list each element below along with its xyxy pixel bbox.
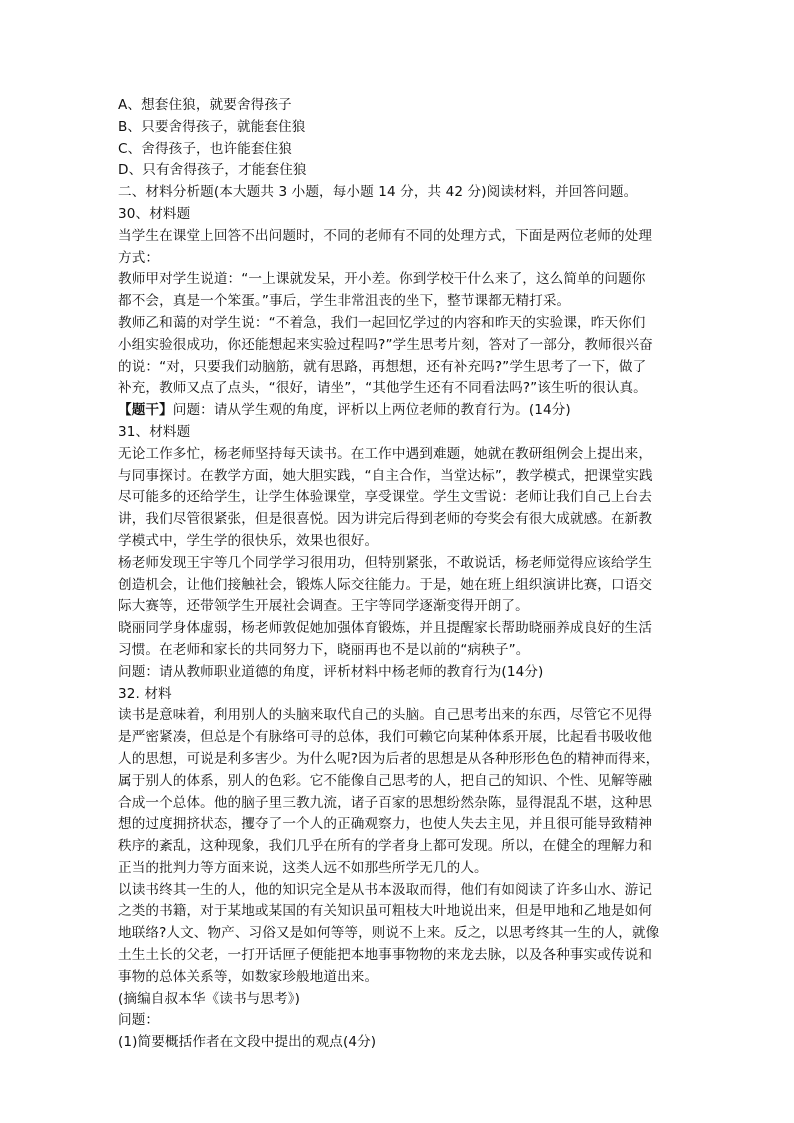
text-line: [118, 466, 688, 488]
text-line: [118, 858, 688, 880]
line-text: 土生土长的父老，一打开话匣子便能把本地事事物物的来龙去脉，以及各种事实或传说和: [118, 947, 653, 964]
line-text: 正当的批判力等方面来说，这类人远不如那些所学无几的人。: [118, 859, 488, 876]
text-line: [118, 226, 688, 248]
option-d: [118, 160, 688, 182]
line-text: 31、材料题: [118, 423, 191, 440]
text-line: [118, 901, 688, 923]
line-text: 创造机会，让他们接触社会，锻炼人际交往能力。于是，她在班上组织演讲比赛，口语交: [118, 576, 653, 593]
q30-teacher-a: [118, 269, 688, 313]
line-text: 问题：: [118, 1012, 160, 1029]
text-line: [118, 618, 688, 640]
line-text: 地联络?人文、物产、习俗又是如何等等，则说不上来。反之，以思考终其一生的人，就像: [118, 925, 660, 942]
text-line: [118, 400, 688, 422]
text-line: [118, 793, 688, 815]
line-text: 晓丽同学身体虚弱，杨老师敦促她加强体育锻炼，并且提醒家长帮助晓丽养成良好的生活: [118, 620, 653, 637]
text-line: [118, 945, 688, 967]
line-text: (1)简要概括作者在文段中提出的观点(4分): [118, 1034, 377, 1051]
section-heading: [118, 182, 688, 204]
document-body: [118, 95, 688, 1054]
q32-question-label: [118, 1010, 688, 1032]
text-line: [118, 509, 688, 531]
text-line: [118, 989, 688, 1011]
question-32-title: [118, 684, 688, 706]
text-line: [118, 553, 688, 575]
text-line: [118, 814, 688, 836]
q31-para2: [118, 553, 688, 618]
line-text: 习惯。在老师和家长的共同努力下，晓丽再也不是以前的“病秧子”。: [118, 641, 530, 658]
line-text: 二、材料分析题(本大题共 3 小题，每小题 14 分，共 42 分)阅读材料，并回答问题。: [118, 184, 638, 201]
line-text: 补充，教师又点了点头，“很好，请坐”，“其他学生还有不同看法吗?”该生听的很认真。: [118, 380, 647, 397]
bold-label: 【题干】: [118, 402, 173, 419]
text-line: [118, 1010, 688, 1032]
text-line: [118, 596, 688, 618]
line-text: 学模式中，学生学的很快乐，效果也很好。: [118, 532, 379, 549]
line-text: 以读书终其一生的人，他的知识完全是从书本汲取而得，他们有如阅读了许多山水、游记: [118, 881, 653, 898]
text-line: [118, 444, 688, 466]
text-line: [118, 771, 688, 793]
line-text: 事物的总体关系等，如数家珍般地道出来。: [118, 968, 379, 985]
line-text: 都不会，真是一个笨蛋。”事后，学生非常沮丧的坐下，整节课都无精打采。: [118, 293, 571, 310]
text-line: [118, 248, 688, 270]
text-line: [118, 662, 688, 684]
text-line: [118, 357, 688, 379]
line-text: 是严密紧凑，但总是个有脉络可寻的总体，我们可赖它向某种体系开展，比起看书吸收他: [118, 729, 653, 746]
line-text: 当学生在课堂上回答不出问题时，不同的老师有不同的处理方式，下面是两位老师的处理: [118, 227, 653, 244]
line-text: 问题：请从学生观的角度，评析以上两位老师的教育行为。(14分): [172, 402, 571, 419]
q31-para3: [118, 618, 688, 662]
question-30-title: [118, 204, 688, 226]
line-text: 教师甲对学生说道：“一上课就发呆，开小差。你到学校干什么来了，这么简单的问题你: [118, 271, 646, 288]
line-text: 读书是意味着，利用别人的头脑来取代自己的头脑。自己思考出来的东西，尽管它不见得: [118, 707, 653, 724]
text-line: [118, 182, 688, 204]
line-text: 30、材料题: [118, 205, 191, 222]
line-text: 教师乙和蔼的对学生说：“不着急，我们一起回忆学过的内容和昨天的实验课，昨天你们: [118, 314, 646, 331]
q31-question: [118, 662, 688, 684]
text-line: [118, 967, 688, 989]
text-line: [118, 291, 688, 313]
text-line: [118, 117, 688, 139]
option-b: [118, 117, 688, 139]
text-line: [118, 880, 688, 902]
line-text: 小组实验很成功，你还能想起来实验过程吗?”学生思考片刻，答对了一部分，教师很兴奋: [118, 336, 653, 353]
line-text: 人的思想，可说是利多害少。为什么呢?因为后者的思想是从各种形形色色的精神而得来，: [118, 750, 660, 767]
text-line: [118, 836, 688, 858]
q31-para1: [118, 444, 688, 553]
q32-para2: [118, 880, 688, 989]
line-text: (摘编自叔本华《读书与思考》): [118, 990, 301, 1007]
line-text: C、舍得孩子，也许能套住狼: [118, 140, 292, 157]
line-text: 讲，我们尽管很紧张，但是很喜悦。因为讲完后得到老师的夸奖会有很大成就感。在新教: [118, 511, 653, 528]
line-text: 问题：请从教师职业道德的角度，评析材料中杨老师的教育行为(14分): [118, 663, 544, 680]
text-line: [118, 422, 688, 444]
text-line: [118, 139, 688, 161]
text-line: [118, 269, 688, 291]
line-text: A、想套住狼，就要舍得孩子: [118, 97, 292, 113]
line-text: 秩序的紊乱，这种现象，我们几乎在所有的学者身上都可发现。所以，在健全的理解力和: [118, 838, 653, 855]
text-line: [118, 160, 688, 182]
text-line: [118, 531, 688, 553]
q30-intro: [118, 226, 688, 270]
option-a: [118, 95, 688, 117]
line-text: 与同事探讨。在教学方面，她大胆实践，“自主合作，当堂达标”，教学模式，把课堂实践: [118, 467, 653, 484]
option-c: [118, 139, 688, 161]
text-line: [118, 487, 688, 509]
line-text: 属于别人的体系，别人的色彩。它不能像自己思考的人，把自己的知识、个性、见解等融: [118, 772, 653, 789]
line-text: B、只要舍得孩子，就能套住狼: [118, 118, 306, 135]
text-line: [118, 335, 688, 357]
text-line: [118, 684, 688, 706]
q30-teacher-b: [118, 313, 688, 400]
line-text: 32. 材料: [118, 685, 172, 702]
text-line: [118, 204, 688, 226]
text-line: [118, 727, 688, 749]
line-text: 尽可能多的还给学生，让学生体验课堂，享受课堂。学生文雪说：老师让我们自己上台去: [118, 489, 653, 506]
line-text: 的说：“对，只要我们动脑筋，就有思路，再想想，还有补充吗?”学生思考了一下，做了: [118, 358, 647, 375]
text-line: [118, 923, 688, 945]
line-text: 之类的书籍，对于某地或某国的有关知识虽可粗枝大叶地说出来，但是甲地和乙地是如何: [118, 903, 653, 920]
line-text: 方式：: [118, 249, 160, 266]
text-line: [118, 575, 688, 597]
line-text: D、只有舍得孩子，才能套住狼: [118, 162, 307, 179]
line-text: 无论工作多忙，杨老师坚持每天读书。在工作中遇到难题，她就在教研组例会上提出来，: [118, 445, 653, 462]
text-line: [118, 378, 688, 400]
line-text: 合成一个总体。他的脑子里三教九流，诸子百家的思想纷然杂陈，显得混乱不堪，这种思: [118, 794, 653, 811]
q30-question: [118, 400, 688, 422]
text-line: [118, 749, 688, 771]
text-line: [118, 640, 688, 662]
q32-question-1: [118, 1032, 688, 1054]
q32-source: [118, 989, 688, 1011]
text-line: [118, 313, 688, 335]
text-line: [118, 95, 688, 117]
text-line: [118, 705, 688, 727]
line-text: 想的过度拥挤状态，攫夺了一个人的正确观察力，也使人失去主见，并且很可能导致精神: [118, 816, 653, 833]
line-text: 杨老师发现王宇等几个同学学习很用功，但特别紧张，不敢说话，杨老师觉得应该给学生: [118, 554, 653, 571]
q32-para1: [118, 705, 688, 879]
line-text: 际大赛等，还带领学生开展社会调查。王宇等同学逐渐变得开朗了。: [118, 598, 529, 615]
question-31-title: [118, 422, 688, 444]
text-line: [118, 1032, 688, 1054]
